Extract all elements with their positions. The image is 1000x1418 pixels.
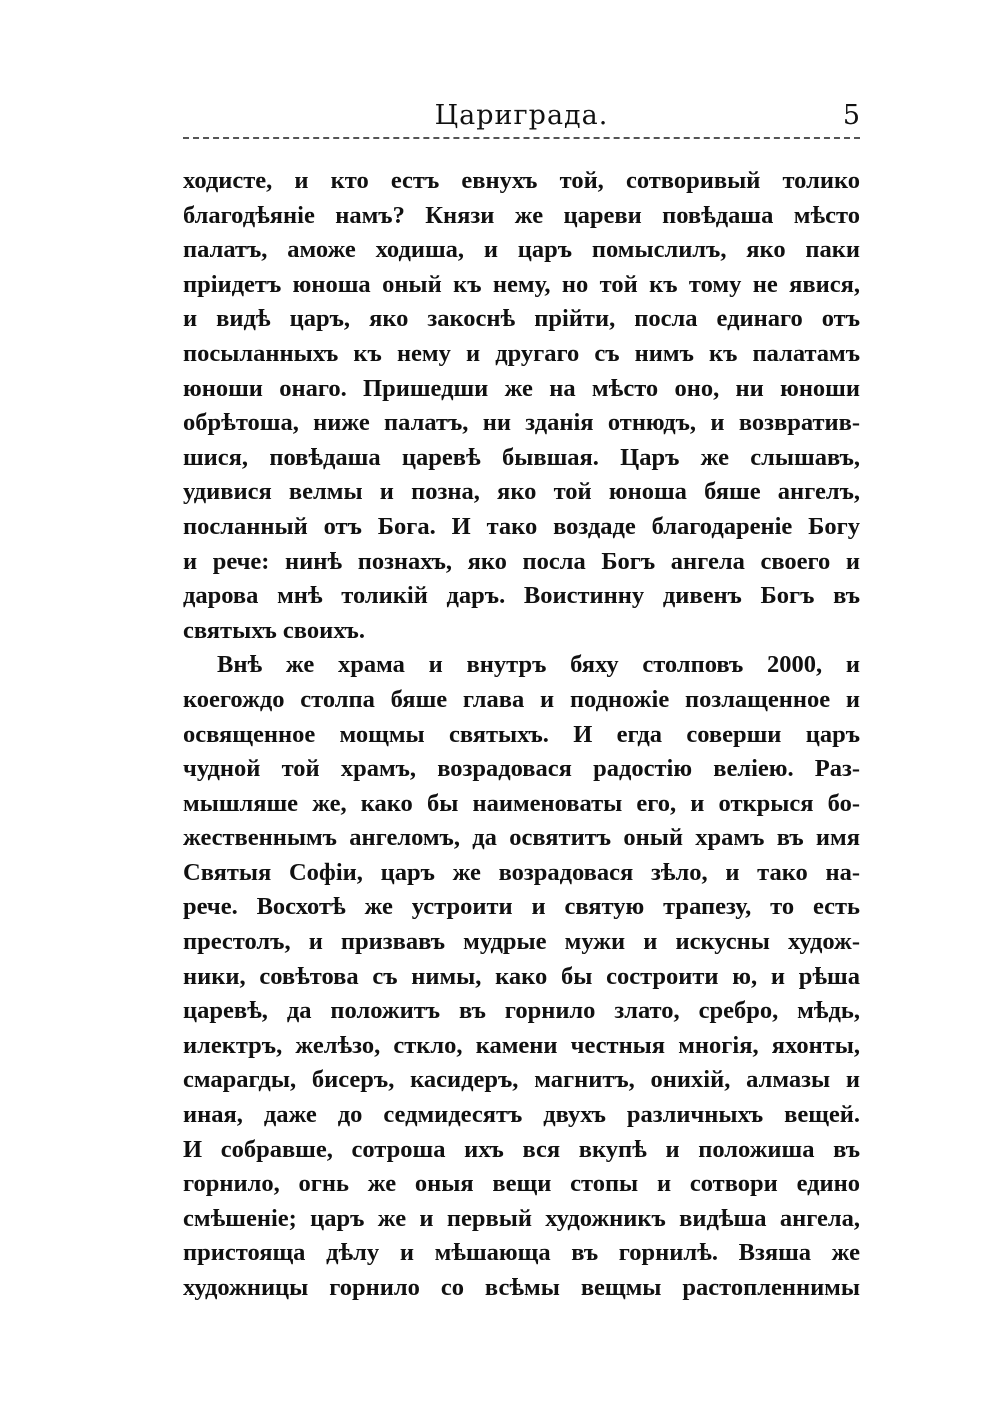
text-line: посланный отъ Бога. И тако воздаде благодареніе Богу — [183, 512, 860, 540]
text-line: престолъ, и призвавъ мудрые мужи и искусны худож- — [183, 928, 860, 956]
page-number: 5 — [842, 100, 860, 131]
text-line: коегождо столпа бяше глава и подножіе позлащенное и — [183, 685, 860, 713]
text-line: посыланныхъ къ нему и другаго съ нимъ къ палатамъ — [183, 339, 860, 367]
text-line: чудной той храмъ, возрадовася радостію веліею. Раз- — [183, 755, 860, 783]
text-line: художницы горнило со всѣмы вещмы растопленнимы — [183, 1274, 860, 1301]
body-text — [183, 164, 860, 1306]
text-line: дарова мнѣ толикій даръ. Воистинну дивенъ Богъ въ — [183, 582, 860, 610]
text-line: пристояща дѣлу и мѣшающа въ горнилѣ. Взяша же — [183, 1239, 860, 1267]
text-line: илектръ, желѣзо, сткло, камени честныя многія, яхонты, — [183, 1031, 860, 1059]
text-line: ходисте, и кто естъ евнухъ той, сотворивый толико — [183, 167, 860, 194]
text-line: жественнымъ ангеломъ, да освятитъ оный храмъ въ имя — [183, 824, 860, 852]
text-line: рече. Восхотѣ же устроити и святую трапезу, то есть — [183, 893, 860, 921]
text-line: святыхъ своихъ. — [183, 616, 365, 644]
text-line: Внѣ же храма и внутръ бяху столповъ 2000, и — [217, 651, 860, 679]
text-line: иная, даже до седмидесятъ двухъ различныхъ вещей. — [183, 1101, 860, 1129]
text-line: И собравше, сотроша ихъ вся вкупѣ и положиша въ — [183, 1135, 860, 1163]
text-line: шися, повѣдаша царевѣ бывшая. Царъ же слышавъ, — [183, 443, 860, 471]
running-title: Цариграда. — [434, 100, 609, 131]
header-rule — [183, 137, 860, 139]
text-line: обрѣтоша, ниже палатъ, ни зданія отнюдъ, и возвратив- — [183, 409, 860, 437]
text-line: пріидетъ юноша оный къ нему, но той къ тому не явися, — [183, 270, 860, 298]
paragraph-2 — [183, 648, 860, 1305]
text-line: ники, совѣтова съ нимы, како бы состроити ю, и рѣша — [183, 962, 860, 990]
text-line: и рече: нинѣ познахъ, яко посла Богъ ангела своего и — [183, 547, 860, 575]
text-line: благодѣяніе намъ? Князи же цареви повѣдаша мѣсто — [183, 201, 860, 229]
text-line: освященное мощмы святыхъ. И егда соверши царъ — [183, 720, 860, 748]
text-line: и видѣ царъ, яко закоснѣ прійти, посла единаго отъ — [183, 305, 860, 333]
paragraph-1 — [183, 164, 860, 648]
text-line: удивися велмы и позна, яко той юноша бяше ангелъ, — [183, 478, 860, 506]
running-head — [183, 96, 860, 136]
text-line: палатъ, аможе ходиша, и царъ помыслилъ, яко паки — [183, 236, 860, 264]
text-line: юноши онаго. Пришедши же на мѣсто оно, ни юноши — [183, 374, 860, 402]
text-line: горнило, огнь же оныя вещи стопы и сотвори едино — [183, 1170, 860, 1198]
text-line: царевѣ, да положитъ въ горнило злато, сребро, мѣдь, — [183, 997, 860, 1025]
text-line: смарагды, бисеръ, касидеръ, магнитъ, онихій, алмазы и — [183, 1066, 860, 1094]
text-line: Святыя Софіи, царъ же возрадовася зѣло, и тако на- — [183, 858, 860, 886]
text-line: смѣшеніе; царъ же и первый художникъ видѣша ангела, — [183, 1204, 860, 1232]
text-line: мышляше же, како бы наименоваты его, и открыся бо- — [183, 789, 860, 817]
